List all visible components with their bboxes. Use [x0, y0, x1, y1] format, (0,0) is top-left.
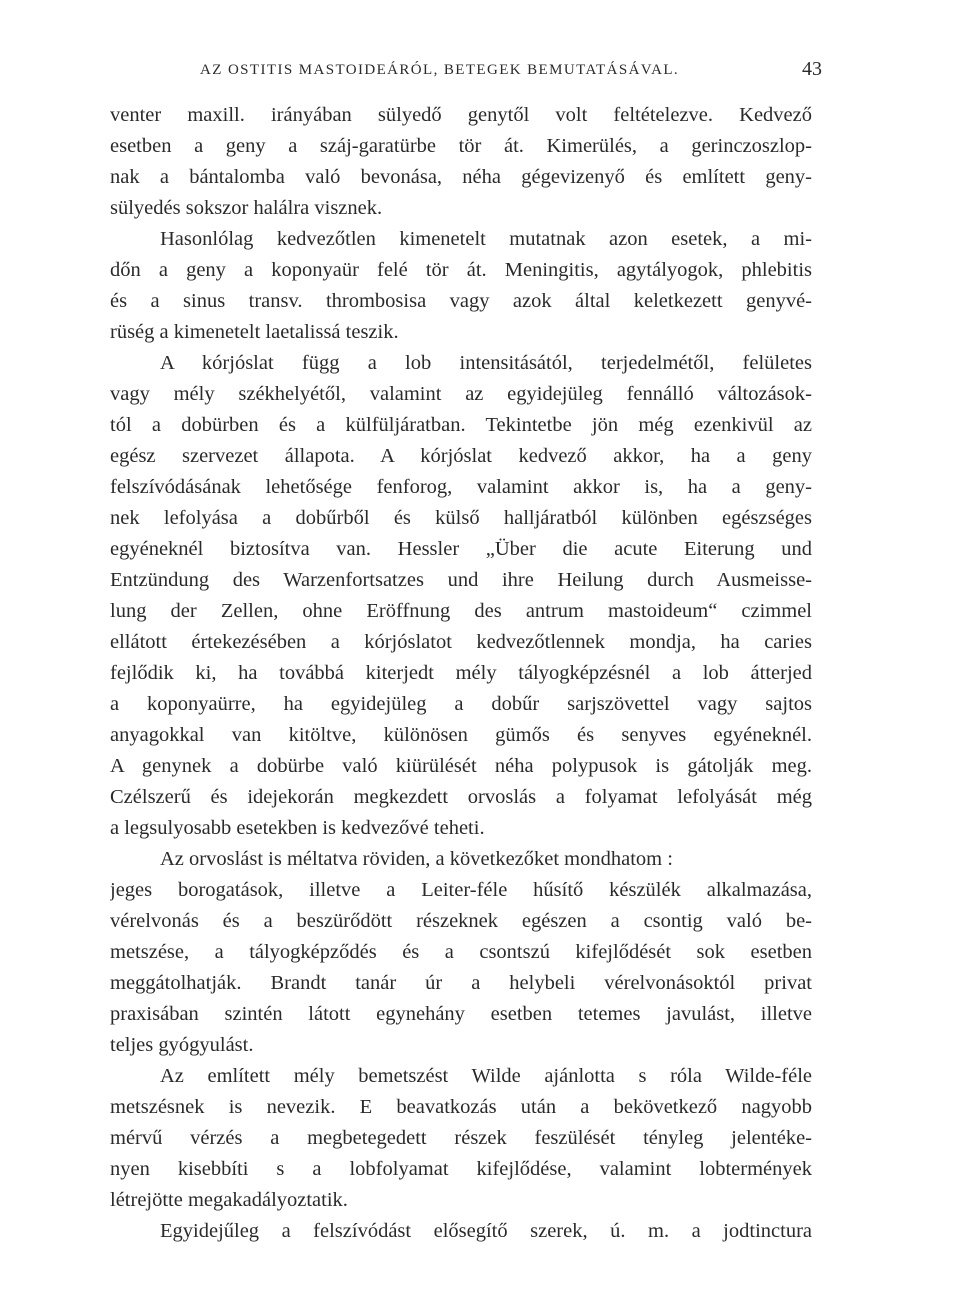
text-line: A genynek a dobürbe való kiürülését néha polypusok is gátolják meg. — [110, 755, 812, 777]
text-line: meggátolhatják. Brandt tanár úr a helybeli vérelvonásoktól privat — [110, 972, 812, 994]
text-line: A kórjóslat függ a lob intensitásától, terjedelmétől, felületes — [160, 352, 812, 374]
text-line: sülyedés sokszor halálra visznek. — [110, 197, 383, 219]
running-head — [200, 58, 822, 88]
text-line: nyen kisebbíti s a lobfolyamat kifejlődése, valamint lobtermények — [110, 1158, 812, 1180]
text-line: egyéneknél biztosítva van. Hessler „Über die acute Eiterung und — [110, 538, 812, 560]
text-line: Az orvoslást is méltatva röviden, a következőket mondhatom : — [160, 848, 673, 870]
text-line: Entzündung des Warzenfortsatzes und ihre Heilung durch Ausmeisse- — [110, 569, 812, 591]
text-line: és a sinus transv. thrombosisa vagy azok által keletkezett genyvé- — [110, 290, 812, 312]
text-line: venter maxill. irányában sülyedő genytől volt feltételezve. Kedvező — [110, 104, 812, 126]
text-line: vérelvonás és a beszürődött részeknek egészen a csontig való be- — [110, 910, 812, 932]
text-line: Czélszerű és idejekorán megkezdett orvoslás a folyamat lefolyását még — [110, 786, 812, 808]
text-line: jeges borogatások, illetve a Leiter-féle hűsítő készülék alkalmazása, — [110, 879, 812, 901]
text-line: vagy mély székhelyétől, valamint az egyidejüleg fennálló változások- — [110, 383, 812, 405]
text-line: Hasonlólag kedvezőtlen kimenetelt mutatnak azon esetek, a mi- — [160, 228, 812, 250]
text-line: létrejötte megakadályoztatik. — [110, 1189, 348, 1211]
text-line: felszívódásának lehetősége fenforog, valamint akkor is, ha a geny- — [110, 476, 812, 498]
text-line: esetben a geny a száj-garatürbe tör át. Kimerülés, a gerinczoszlop- — [110, 135, 812, 157]
text-line: nek lefolyása a dobűrből és külső halljáratból különben egészséges — [110, 507, 812, 529]
text-line: egész szervezet állapota. A kórjóslat kedvező akkor, ha a geny — [110, 445, 812, 467]
text-line: Az említett mély bemetszést Wilde ajánlotta s róla Wilde-féle — [160, 1065, 812, 1087]
text-line: dőn a geny a koponyaür felé tör át. Meningitis, agytályogok, phlebitis — [110, 259, 812, 281]
text-line: nak a bántalomba való bevonása, néha gégevizenyő és említett geny- — [110, 166, 812, 188]
text-line: lung der Zellen, ohne Eröffnung des antrum mastoideum“ czimmel — [110, 600, 812, 622]
text-line: metszésnek is nevezik. E beavatkozás után a bekövetkező nagyobb — [110, 1096, 812, 1118]
text-line: fejlődik ki, ha továbbá kiterjedt mély tályogképzésnél a lob átterjed — [110, 662, 812, 684]
text-line: mérvű vérzés a megbetegedett részek feszülését tényleg jelentéke- — [110, 1127, 812, 1149]
text-line: Egyidejűleg a felszívódást elősegítő szerek, ú. m. a jodtinctura — [160, 1220, 812, 1242]
body-text — [110, 100, 812, 1247]
text-line: a legsulyosabb esetekben is kedvezővé teheti. — [110, 817, 485, 839]
text-line: rüség a kimenetelt laetalissá teszik. — [110, 321, 399, 343]
text-line: tól a dobürben és a külfüljáratban. Tekintetbe jön még ezenkivül az — [110, 414, 812, 436]
text-line: metszése, a tályogképződés és a csontszú kifejlődését sok esetben — [110, 941, 812, 963]
text-line: praxisában szintén látott egynehány esetben tetemes javulást, illetve — [110, 1003, 812, 1025]
text-line: ellátott értekezésében a kórjóslatot kedvezőtlennek mondja, ha caries — [110, 631, 812, 653]
page-number: 43 — [802, 58, 822, 80]
text-line: teljes gyógyulást. — [110, 1034, 254, 1056]
text-line: anyagokkal van kitöltve, különösen gümős és senyves egyéneknél. — [110, 724, 812, 746]
text-line: a koponyaürre, ha egyidejüleg a dobűr sarjszövettel vagy sajtos — [110, 693, 812, 715]
running-title: AZ OSTITIS MASTOIDEÁRÓL, BETEGEK BEMUTATÁSÁVAL. — [200, 62, 680, 78]
